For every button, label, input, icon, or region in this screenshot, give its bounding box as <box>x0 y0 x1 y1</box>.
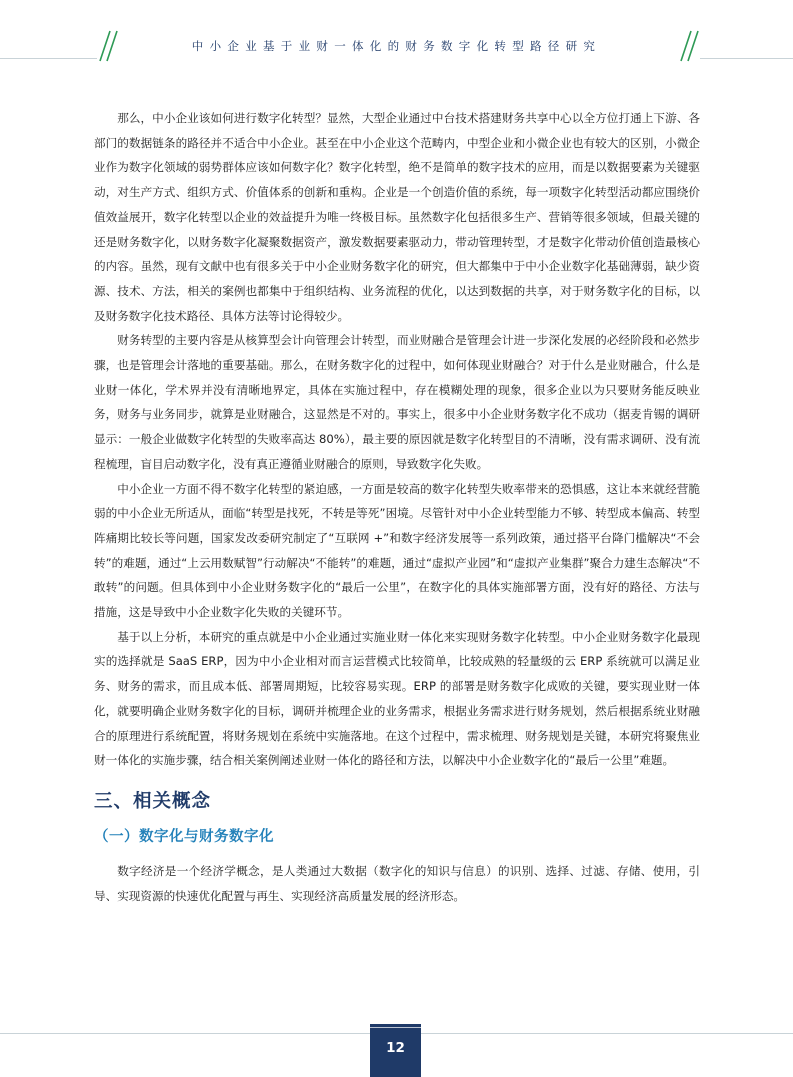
header-slash-right-icon <box>678 30 702 62</box>
page-header <box>0 0 793 60</box>
body-paragraph: 那么，中小企业该如何进行数字化转型？显然，大型企业通过中台技术搭建财务共享中心以全方位打通上下游、各部门的数据链条的路径并不适合中小企业。甚至在中小企业这个范畴内，中型企业和小微企业也有较大的区别，小微企业作为数字化领域的弱势群体应该如何数字化？数字化转型，绝不是简单的数字技术的应用，而是以数据要素为关键驱动，对生产方式、组织方式、价值体系的创新和重构。企业是一个创造价值的系统，每一项数字化转型活动都应围绕价值效益展开，数字化转型以企业的效益提升为唯一终极目标。虽然数字化包括很多生产、营销等很多领域，但最关键的还是财务数字化，以财务数字化凝聚数据资产，激发数据要素驱动力，带动管理转型，才是数字化带动价值创造最核心的内容。虽然，现有文献中也有很多关于中小企业财务数字化的研究，但大都集中于中小企业数字化基础薄弱，缺少资源、技术、方法，相关的案例也都集中于组织结构、业务流程的优化，以达到数据的共享，对于财务数字化的目标，以及财务数字化技术路径、具体方法等讨论得较少。 <box>94 111 700 323</box>
page-number-badge <box>370 1024 421 1077</box>
section-heading: 三、相关概念 <box>94 790 212 812</box>
page-number: 12 <box>386 1040 405 1056</box>
header-rule-left <box>0 58 97 59</box>
page-badge-accent-line <box>370 1027 421 1028</box>
body-paragraph: 基于以上分析，本研究的重点就是中小企业通过实施业财一体化来实现财务数字化转型。中小企业财务数字化最现实的选择就是 SaaS ERP，因为中小企业相对而言运营模式比较简单，比较成熟的轻量级的云 ERP 系统就可以满足业务、财务的需求，而且成本低、部署周期短，比较容易实现。ERP 的部署是财务数字化成败的关键，要实现业财一体化，就要明确企业财务数字化的目标，调研并梳理企业的业务需求，根据业务需求进行财务规划，然后根据系统业财融合的原理进行系统配置，将财务规划在系统中实施落地。在这个过程中，需求梳理、财务规划是关键，本研究将聚焦业财一体化的实施步骤，结合相关案例阐述业财一体化的路径和方法，以解决中小企业数字化的“最后一公里”难题。 <box>94 629 700 768</box>
header-rule-right <box>700 58 793 59</box>
body-paragraph: 财务转型的主要内容是从核算型会计向管理会计转型，而业财融合是管理会计进一步深化发展的必经阶段和必然步骤，也是管理会计落地的重要基础。那么，在财务数字化的过程中，如何体现业财融合？对于什么是业财融合，什么是业财一体化，学术界并没有清晰地界定，具体在实施过程中，存在模糊处理的现象，很多企业以为只要财务能反映业务，财务与业务同步，就算是业财融合，这显然是不对的。事实上，很多中小企业财务数字化不成功（据麦肯锡的调研显示：一般企业做数字化转型的失败率高达 80%），最主要的原因就是数字化转型目的不清晰，没有需求调研、没有流程梳理，盲目启动数字化，没有真正遵循业财融合的原则，导致数字化失败。 <box>94 333 700 471</box>
subsection-heading: （一）数字化与财务数字化 <box>94 828 274 845</box>
body-paragraph: 中小企业一方面不得不数字化转型的紧迫感，一方面是较高的数字化转型失败率带来的恐惧感，这让本来就经营脆弱的中小企业无所适从，面临“转型是找死，不转是等死”困境。尽管针对中小企业转型能力不够、转型成本偏高、转型阵痛期比较长等问题，国家发改委研究制定了“互联网 +”和数字经济发展等一系列政策，通过搭平台降门槛解决“不会转”的难题，通过“上云用数赋智”行动解决“不能转”的难题，通过“虚拟产业园”和“虚拟产业集群”聚合力建生态解决“不敢转”的问题。但具体到中小企业财务数字化的“最后一公里”，在数字化的具体实施部署方面，没有好的路径、方法与措施，这是导致中小企业数字化失败的关键环节。 <box>94 481 700 620</box>
document-body <box>94 106 700 908</box>
body-paragraph: 数字经济是一个经济学概念，是人类通过大数据（数字化的知识与信息）的识别、选择、过滤、存储、使用，引导、实现资源的快速优化配置与再生、实现经济高质量发展的经济形态。 <box>94 863 700 903</box>
running-header-title: 中小企业基于业财一体化的财务数字化转型路径研究 <box>191 39 602 53</box>
